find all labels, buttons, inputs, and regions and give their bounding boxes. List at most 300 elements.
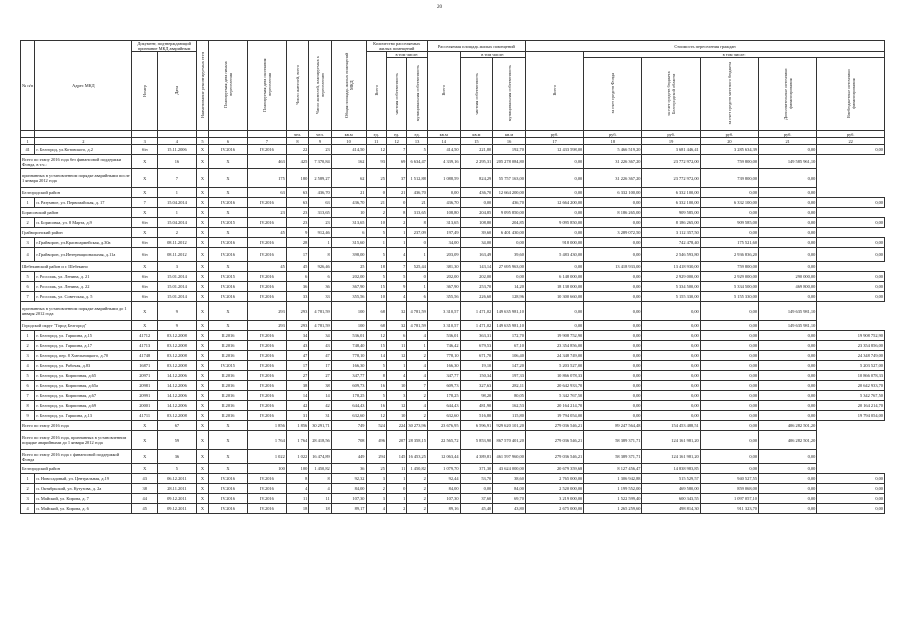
- table-cell: Х: [196, 228, 208, 238]
- table-cell: 19,10: [460, 361, 493, 371]
- resettlement-table: [20, 40, 885, 514]
- column-number-cell: 4: [157, 138, 196, 145]
- table-cell: 1: [386, 474, 406, 484]
- table-cell: 9: [386, 282, 406, 292]
- table-cell: 5 334 500,00: [700, 282, 758, 292]
- table-cell: Х: [196, 371, 208, 381]
- table-cell: 93: [366, 155, 386, 169]
- table-cell: 43: [309, 341, 331, 351]
- table-cell: 100: [331, 321, 366, 331]
- table-cell: 524: [366, 421, 386, 431]
- table-cell: 1: [21, 331, 35, 341]
- table-cell: 178,25: [331, 391, 366, 401]
- table-cell: 918 000,00: [525, 238, 583, 248]
- table-cell: 3: [21, 238, 35, 248]
- table-cell: 10 866 078,33: [525, 371, 583, 381]
- table-cell: 436,70: [460, 188, 493, 198]
- table-cell: IV.2016: [247, 238, 286, 248]
- table-cell: 0,00: [759, 504, 817, 514]
- table-cell: 2 929 000,00: [642, 272, 700, 282]
- table-cell: 6: [407, 292, 427, 302]
- table-cell: 20981: [132, 381, 158, 391]
- table-cell: 4: [309, 484, 331, 494]
- summary-title: Всего по этапу 2016 года без финансовой поддержки Фонда, в т.ч.:: [21, 155, 132, 169]
- table-cell: 0,00: [817, 218, 885, 228]
- table-cell: 0,00: [525, 228, 583, 238]
- table-cell: 4: [407, 361, 427, 371]
- table-cell: 1: [386, 361, 406, 371]
- column-number-cell: 14: [427, 138, 460, 145]
- table-cell: 0,00: [584, 411, 642, 421]
- table-cell: 0,00: [584, 282, 642, 292]
- table-row: [21, 351, 885, 361]
- table-cell: IV.2016: [247, 494, 286, 504]
- unit-cell: руб.: [817, 131, 885, 138]
- table-cell: 6: [21, 381, 35, 391]
- table-cell: 1: [21, 474, 35, 484]
- table-cell: 371,30: [460, 464, 493, 474]
- table-cell: 23 772 972,00: [642, 169, 700, 188]
- table-cell: 0: [386, 198, 406, 208]
- table-cell: 15.11.2006: [157, 145, 196, 155]
- table-cell: 163,49: [460, 248, 493, 262]
- table-cell: 62: [331, 169, 366, 188]
- table-cell: 12: [386, 351, 406, 361]
- table-cell: 7: [386, 262, 406, 272]
- table-cell: 149 635 981,10: [493, 302, 526, 321]
- table-cell: IV.2016: [209, 238, 248, 248]
- table-cell: II.2016: [209, 331, 248, 341]
- table-cell: 100: [247, 464, 286, 474]
- table-cell: 204,85: [493, 218, 526, 228]
- table-cell: 9: [157, 321, 196, 331]
- table-cell: 89,16: [427, 504, 460, 514]
- table-cell: 204,85: [460, 208, 493, 218]
- table-cell: 425: [286, 155, 308, 169]
- table-cell: 2 936 836,20: [700, 248, 758, 262]
- table-row: [21, 145, 885, 155]
- table-cell: 205 278 084,80: [493, 155, 526, 169]
- column-number-cell: 17: [525, 138, 583, 145]
- header-qty-private: частная собственность: [386, 58, 406, 131]
- table-cell: 3 310,57: [427, 321, 460, 331]
- address-cell: г. Белгород, ул. Гаршина, д.15: [35, 331, 132, 341]
- table-cell: Х: [132, 228, 158, 238]
- table-cell: 202,00: [427, 272, 460, 282]
- table-cell: 5: [407, 145, 427, 155]
- table-cell: 3 310,57: [427, 302, 460, 321]
- table-cell: Х: [196, 262, 208, 272]
- group-row: [21, 188, 885, 198]
- table-cell: 5: [366, 248, 386, 262]
- header-cost-extra: Дополнительные источники финансирования: [759, 58, 817, 131]
- table-cell: 58 389 371,71: [584, 431, 642, 450]
- table-cell: 14: [309, 391, 331, 401]
- table-cell: 5 342 767,50: [817, 391, 885, 401]
- table-cell: 38,60: [493, 474, 526, 484]
- table-cell: 89,17: [331, 504, 366, 514]
- header-area-total: Общая площадь жилых помещений МКД: [331, 41, 366, 131]
- table-cell: 145: [386, 450, 406, 464]
- table-cell: 347,77: [427, 371, 460, 381]
- address-cell: г. Россошь, ул. Ленина, д. 22: [35, 282, 132, 292]
- table-cell: 0,00: [584, 248, 642, 262]
- header-cost-fund: за счет средств Фонда: [584, 58, 642, 131]
- column-number-cell: 10: [331, 138, 366, 145]
- table-cell: 34: [309, 331, 331, 341]
- table-cell: 175: [247, 169, 286, 188]
- table-cell: 0,00: [759, 248, 817, 262]
- table-cell: 749: [331, 421, 366, 431]
- table-cell: 92,44: [427, 474, 460, 484]
- table-cell: 17: [286, 361, 308, 371]
- table-cell: 1 512,88: [407, 169, 427, 188]
- header-area-sum: Всего: [427, 52, 460, 131]
- table-cell: 3 681 446,41: [642, 145, 700, 155]
- group-title: Белгородский район: [21, 464, 132, 474]
- table-cell: 0,00: [642, 411, 700, 421]
- table-cell: 0,00: [759, 464, 817, 474]
- table-cell: 10 866 078,33: [817, 371, 885, 381]
- table-cell: 367,90: [427, 282, 460, 292]
- table-cell: 0,00: [759, 474, 817, 484]
- table-cell: 10: [386, 381, 406, 391]
- table-cell: 0: [366, 188, 386, 198]
- table-cell: IV.2016: [209, 494, 248, 504]
- table-cell: 6: [309, 272, 331, 282]
- table-cell: 6: [386, 331, 406, 341]
- table-cell: 203,09: [427, 248, 460, 262]
- table-cell: б/н: [132, 292, 158, 302]
- table-cell: 107,30: [331, 494, 366, 504]
- table-cell: 516,80: [460, 411, 493, 421]
- table-cell: 0,00: [759, 188, 817, 198]
- table-cell: 5: [366, 228, 386, 238]
- table-row: [21, 401, 885, 411]
- table-cell: Х: [196, 282, 208, 292]
- table-cell: 0,00: [584, 292, 642, 302]
- table-cell: 347,77: [331, 371, 366, 381]
- table-cell: 1: [366, 238, 386, 248]
- table-cell: 2: [157, 228, 196, 238]
- table-cell: 55 757 163,00: [493, 169, 526, 188]
- table-cell: 609,73: [427, 381, 460, 391]
- table-cell: 2: [366, 484, 386, 494]
- table-cell: 19 908 752,90: [525, 331, 583, 341]
- table-cell: 0,00: [525, 302, 583, 321]
- table-cell: 28.11.2011: [157, 484, 196, 494]
- table-cell: 926,46: [309, 262, 331, 272]
- header-address: Адрес МКД: [35, 41, 132, 131]
- table-cell: 2 765 000,00: [525, 474, 583, 484]
- table-cell: 748,40: [331, 341, 366, 351]
- table-cell: Х: [132, 464, 158, 474]
- unit-cell: [157, 131, 196, 138]
- table-cell: 53,70: [460, 474, 493, 484]
- table-cell: Х: [196, 238, 208, 248]
- table-cell: 4: [286, 484, 308, 494]
- table-cell: 18: [286, 504, 308, 514]
- table-cell: 43: [132, 474, 158, 484]
- table-cell: 8: [286, 474, 308, 484]
- table-cell: 92,32: [331, 474, 366, 484]
- table-cell: 41748: [132, 351, 158, 361]
- header-wall-material: Наименование ремонтируемых стен: [196, 41, 208, 131]
- table-cell: 0,00: [700, 411, 758, 421]
- table-cell: 742 478,40: [642, 238, 700, 248]
- table-cell: 63: [309, 198, 331, 208]
- table-cell: 4: [21, 248, 35, 262]
- table-cell: 0,00: [817, 272, 885, 282]
- address-cell: г. Белгород, ул. Кирпичная, д.69: [35, 401, 132, 411]
- table-cell: 7: [407, 381, 427, 391]
- table-cell: 778,10: [331, 351, 366, 361]
- table-cell: 47: [286, 351, 308, 361]
- table-cell: Х: [196, 155, 208, 169]
- resettlement-table-sheet: [20, 40, 885, 514]
- table-cell: 149 585 961,10: [759, 155, 817, 169]
- table-cell: 9 095 850,00: [525, 218, 583, 228]
- table-cell: Х: [132, 450, 158, 464]
- table-cell: 759 800,00: [700, 262, 758, 272]
- table-cell: 192,70: [493, 145, 526, 155]
- table-cell: 33: [309, 292, 331, 302]
- table-cell: IV.2015: [209, 272, 248, 282]
- table-row: [21, 391, 885, 401]
- table-cell: Х: [209, 302, 248, 321]
- table-cell: 30 273,96: [407, 421, 427, 431]
- header-area-group: Расселяемая площадь жилых помещений: [427, 41, 525, 52]
- address-cell: г.Грайворон, ул.Красноармейская, д.30а: [35, 238, 132, 248]
- table-cell: 4: [407, 331, 427, 341]
- table-cell: 0,00: [817, 198, 885, 208]
- table-cell: IV.2016: [247, 145, 286, 155]
- table-cell: 1 306 942,88: [584, 474, 642, 484]
- table-cell: 293: [247, 321, 286, 331]
- table-cell: IV.2016: [209, 282, 248, 292]
- group-row: [21, 262, 885, 272]
- table-cell: 2 295,31: [460, 155, 493, 169]
- column-number-cell: 3: [132, 138, 158, 145]
- table-cell: 8 127 456,47: [584, 464, 642, 474]
- table-cell: 5: [157, 464, 196, 474]
- table-cell: Х: [132, 421, 158, 431]
- table-cell: 6 148 000,00: [525, 272, 583, 282]
- table-cell: 45: [132, 504, 158, 514]
- table-cell: 25: [366, 169, 386, 188]
- table-cell: 03.12.2008: [157, 331, 196, 341]
- table-cell: 600 343,55: [642, 494, 700, 504]
- table-cell: IV.2016: [247, 474, 286, 484]
- table-cell: 0,00: [584, 351, 642, 361]
- table-row: [21, 272, 885, 282]
- address-cell: г. Белгород, ул. Кирпичная, д.67: [35, 391, 132, 401]
- unit-cell: кв.м: [427, 131, 460, 138]
- address-cell: г.Грайворон, ул.Интернациональная, д.11а: [35, 248, 132, 262]
- header-plan-start: Планируемая дата начала переселения: [209, 41, 248, 131]
- table-cell: IV.2016: [247, 198, 286, 208]
- table-cell: 436,70: [309, 188, 331, 198]
- table-row: [21, 381, 885, 391]
- table-cell: 2: [386, 218, 406, 228]
- table-cell: 8: [366, 371, 386, 381]
- table-cell: 2: [366, 208, 386, 218]
- table-cell: 0,00: [584, 381, 642, 391]
- table-cell: 1 764: [286, 431, 308, 450]
- table-cell: 327,63: [460, 381, 493, 391]
- table-cell: 0,00: [642, 361, 700, 371]
- header-cost-excess: Внебюджетные источники финансирования: [817, 58, 885, 131]
- table-cell: 34: [286, 331, 308, 341]
- table-cell: IV.2016: [247, 292, 286, 302]
- table-cell: 5 334 500,00: [642, 282, 700, 292]
- table-cell: 4 389,81: [460, 450, 493, 464]
- table-cell: Х: [196, 421, 208, 431]
- table-cell: 824,29: [460, 169, 493, 188]
- table-cell: 14 838 983,85: [642, 464, 700, 474]
- table-row: [21, 238, 885, 248]
- table-cell: IV.2016: [247, 371, 286, 381]
- table-cell: Х: [196, 292, 208, 302]
- table-cell: 20001: [132, 401, 158, 411]
- table-cell: 4 781,59: [407, 321, 427, 331]
- page-number: 20: [437, 5, 442, 10]
- table-cell: 15.01.2014: [157, 282, 196, 292]
- table-cell: 0,00: [700, 401, 758, 411]
- table-cell: 0,00: [759, 208, 817, 218]
- table-cell: 12: [386, 401, 406, 411]
- table-cell: 149 635 981,10: [759, 321, 817, 331]
- unit-cell: [132, 131, 158, 138]
- unit-cell: [196, 131, 208, 138]
- group-row: [21, 228, 885, 238]
- table-cell: 5 203 527,00: [525, 361, 583, 371]
- table-cell: 12 063,44: [427, 450, 460, 464]
- table-cell: 4 781,59: [309, 302, 331, 321]
- table-cell: 282,11: [493, 381, 526, 391]
- table-cell: 37: [386, 169, 406, 188]
- table-cell: 436,70: [493, 198, 526, 208]
- table-cell: 1: [386, 238, 406, 248]
- table-cell: 149 635 981,10: [759, 302, 817, 321]
- table-cell: 0,00: [584, 198, 642, 208]
- table-cell: б/н: [132, 272, 158, 282]
- table-cell: Х: [196, 381, 208, 391]
- table-cell: 166,30: [331, 361, 366, 371]
- table-cell: 0,00: [642, 321, 700, 331]
- table-cell: 644,43: [427, 401, 460, 411]
- table-cell: 9: [21, 411, 35, 421]
- table-cell: 2: [21, 218, 35, 228]
- table-cell: 859 068,00: [700, 484, 758, 494]
- table-cell: IV.2016: [247, 361, 286, 371]
- table-cell: 09.12.2011: [157, 504, 196, 514]
- table-cell: 6 596,91: [460, 421, 493, 431]
- table-cell: 21: [366, 198, 386, 208]
- header-people-planned: Число жителей, планируемых к переселению: [309, 41, 331, 131]
- table-cell: 1 856: [286, 421, 308, 431]
- table-cell: 1 450,82: [407, 464, 427, 474]
- table-cell: 0,00: [759, 331, 817, 341]
- table-cell: 4: [386, 292, 406, 302]
- table-cell: 293: [286, 302, 308, 321]
- table-cell: 469 800,00: [759, 282, 817, 292]
- table-cell: 27: [309, 371, 331, 381]
- table-cell: 5: [21, 371, 35, 381]
- column-number-cell: 2: [35, 138, 132, 145]
- table-cell: б/н: [132, 218, 158, 228]
- table-cell: Х: [196, 341, 208, 351]
- table-cell: Х: [209, 421, 248, 431]
- table-cell: 0,00: [700, 381, 758, 391]
- table-cell: II.2016: [209, 391, 248, 401]
- table-cell: 1: [386, 494, 406, 504]
- address-cell: г. Белгород, ул. Гаршина, д.13: [35, 411, 132, 421]
- table-cell: 18: [309, 504, 331, 514]
- table-row: [21, 361, 885, 371]
- unit-cell: чел.: [286, 131, 308, 138]
- table-row: [21, 331, 885, 341]
- table-cell: 778,10: [427, 351, 460, 361]
- column-number-cell: 6: [209, 138, 248, 145]
- table-cell: IV.2016: [209, 504, 248, 514]
- table-cell: 45: [247, 228, 286, 238]
- table-cell: 207: [386, 431, 406, 450]
- table-cell: 4: [21, 361, 35, 371]
- table-cell: 909 585,00: [642, 208, 700, 218]
- table-cell: 15.04.2014: [157, 198, 196, 208]
- address-cell: п. Майский, ул. Кирова, д. 7: [35, 494, 132, 504]
- table-cell: 0,00: [525, 208, 583, 218]
- table-cell: 355,56: [427, 292, 460, 302]
- table-cell: 2 675 000,00: [525, 504, 583, 514]
- table-cell: 20 642 933,70: [525, 381, 583, 391]
- table-cell: Х: [196, 198, 208, 208]
- unit-cell: кв.м: [460, 131, 493, 138]
- table-cell: 4: [366, 504, 386, 514]
- table-cell: 12 664 200,00: [525, 198, 583, 208]
- table-cell: IV.2016: [247, 351, 286, 361]
- table-cell: IV.2016: [209, 198, 248, 208]
- table-cell: 0,00: [584, 302, 642, 321]
- table-cell: 11: [309, 494, 331, 504]
- unit-cell: [21, 131, 35, 138]
- table-cell: 124 161 981,20: [642, 450, 700, 464]
- column-number-cell: 19: [642, 138, 700, 145]
- table-cell: б/н: [132, 238, 158, 248]
- table-cell: 0,00: [642, 381, 700, 391]
- summary-row: [21, 421, 885, 431]
- table-cell: Х: [132, 188, 158, 198]
- table-cell: 20991: [132, 391, 158, 401]
- table-cell: Х: [196, 431, 208, 450]
- table-cell: 515 529,57: [642, 474, 700, 484]
- table-cell: 202,00: [460, 272, 493, 282]
- table-cell: 67,10: [493, 341, 526, 351]
- table-cell: Х: [196, 208, 208, 218]
- table-cell: 498 814,30: [642, 504, 700, 514]
- table-cell: 313,65: [309, 208, 331, 218]
- summary-title: признанных в установленном порядке аварийными после 1 января 2012 года: [21, 169, 132, 188]
- table-cell: 0,00: [759, 371, 817, 381]
- table-cell: IV.2015: [209, 218, 248, 228]
- summary-row: [21, 450, 885, 464]
- table-cell: Х: [209, 208, 248, 218]
- table-cell: 929 620 101,20: [493, 421, 526, 431]
- table-cell: 414,50: [427, 145, 460, 155]
- table-cell: 37,60: [460, 494, 493, 504]
- table-cell: II.2016: [209, 351, 248, 361]
